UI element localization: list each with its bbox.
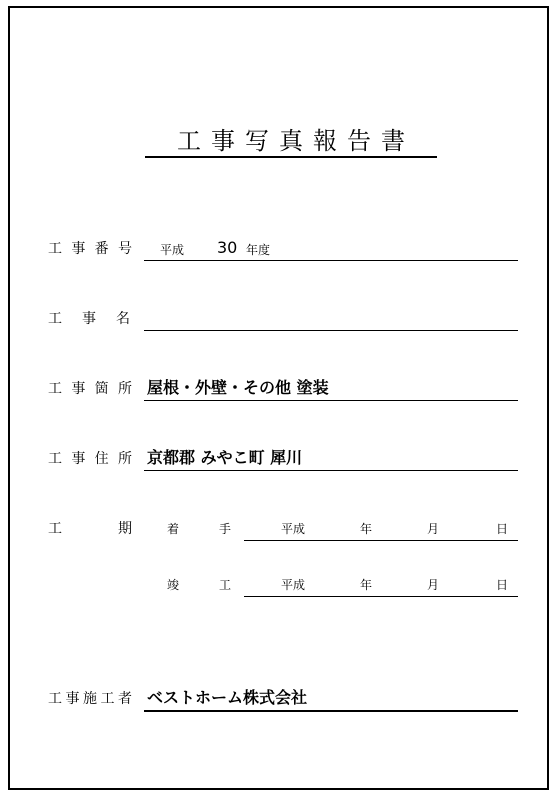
period-end-field (244, 596, 518, 597)
construction-location-value: 屋根・外壁・その他 塗装 (147, 378, 329, 397)
period-start-field (244, 540, 518, 541)
number-suffix: 年度 (246, 243, 271, 257)
label-construction-period: 工 期 (48, 521, 132, 537)
period-start-label: 着 手 (167, 522, 231, 536)
period-end-label: 竣 工 (167, 578, 231, 592)
period-start-day-unit: 日 (496, 522, 509, 536)
number-era: 平成 (160, 243, 185, 257)
period-start-year-unit: 年 (360, 522, 373, 536)
period-end-day-unit: 日 (496, 578, 509, 592)
construction-address-value: 京都郡 みやこ町 犀川 (147, 448, 303, 467)
period-start-month-unit: 月 (427, 522, 440, 536)
period-end-era: 平成 (281, 578, 306, 592)
construction-name-field (144, 330, 518, 331)
label-contractor: 工 事 施 工 者 (48, 691, 132, 707)
label-construction-location: 工 事 箇 所 (48, 381, 132, 397)
construction-address-field (144, 470, 518, 471)
period-start-era: 平成 (281, 522, 306, 536)
contractor-field (144, 710, 518, 712)
document-title: 工事写真報告書 (177, 127, 415, 155)
period-end-year-unit: 年 (360, 578, 373, 592)
label-construction-number: 工 事 番 号 (48, 241, 132, 257)
label-construction-address: 工 事 住 所 (48, 451, 132, 467)
contractor-value: ベストホーム株式会社 (147, 688, 308, 707)
number-year: 30 (217, 238, 238, 257)
document-frame (8, 6, 549, 790)
label-construction-name: 工 事 名 (48, 311, 130, 327)
construction-number-field (144, 260, 518, 261)
construction-location-field (144, 400, 518, 401)
title-underline (145, 156, 437, 158)
period-end-month-unit: 月 (427, 578, 440, 592)
